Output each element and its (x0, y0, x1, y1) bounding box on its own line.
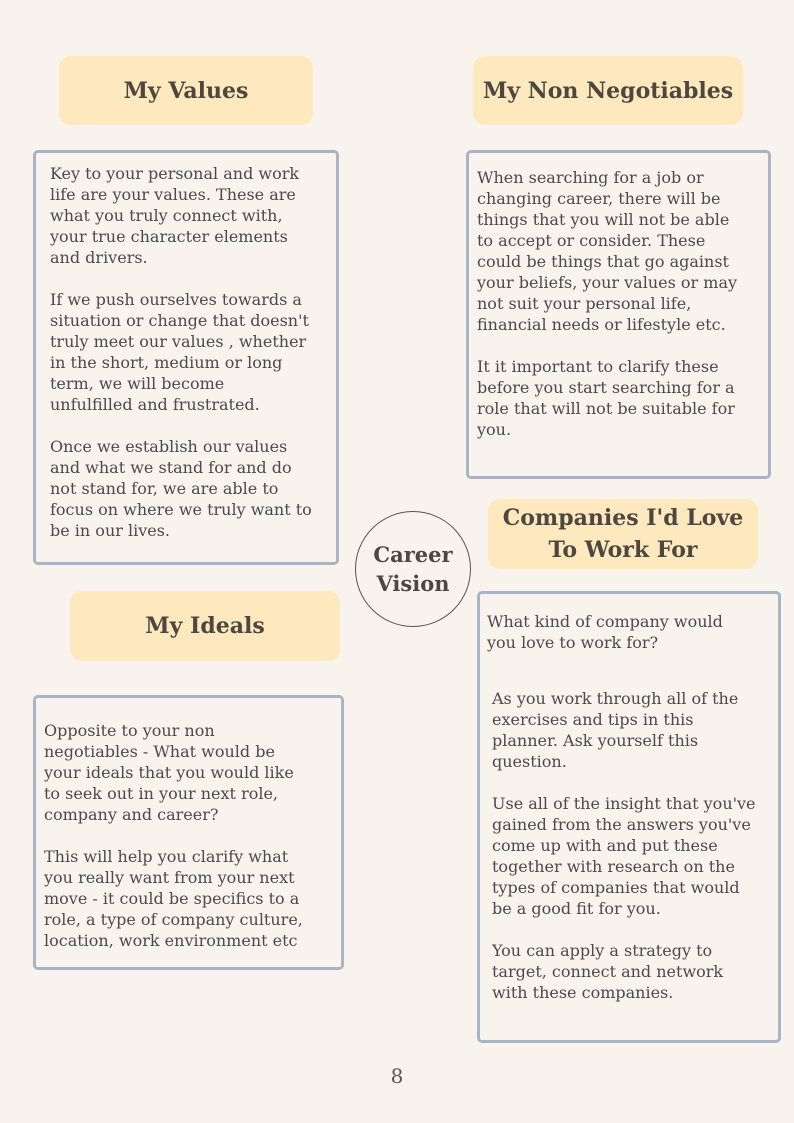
my-values-box (33, 150, 339, 565)
career-vision-circle (355, 511, 471, 627)
companies-paragraph-3: Use all of the insight that you've gained from the answers you've come up with and put these together with research on the types of companies that would be a good fit for you. (492, 794, 756, 918)
my-ideals-paragraph-2: This will help you clarify what you really want from your next move - it could be specifics to a role, a type of company culture, location, work environment etc (44, 847, 303, 950)
my-values-paragraph-1: Key to your personal and work life are your values. These are what you truly connect with, your true character elements and drivers. (50, 164, 300, 267)
my-ideals-heading (70, 591, 340, 661)
companies-paragraph-1: What kind of company would you love to work for? (487, 612, 723, 652)
career-vision-label: Career Vision (373, 542, 453, 596)
my-non-negotiables-heading-text: My Non Negotiables (482, 77, 734, 104)
my-ideals-box (33, 695, 344, 970)
my-values-heading-text: My Values (123, 77, 249, 104)
companies-paragraph-4: You can apply a strategy to target, connect and network with these companies. (492, 941, 724, 1002)
page-number: 8 (390, 1064, 404, 1088)
my-values-paragraph-3: Once we establish our values and what we stand for and do not stand for, we are able to focus on where we truly want to be in our lives. (50, 437, 312, 540)
my-values-paragraph-2: If we push ourselves towards a situation or change that doesn't truly meet our values , whether in the short, medium or long term, we will become unfulfilled and frustrated. (50, 290, 309, 414)
my-non-negotiables-heading (473, 56, 743, 125)
my-ideals-heading-text: My Ideals (145, 613, 265, 639)
my-values-heading (59, 56, 313, 125)
companies-box (477, 591, 781, 1043)
my-ideals-paragraph-1: Opposite to your non negotiables - What would be your ideals that you would like to seek out in your next role, company and career? (44, 721, 294, 824)
my-non-negotiables-box (466, 150, 771, 479)
companies-paragraph-2: As you work through all of the exercises and tips in this planner. Ask yourself this question. (492, 689, 739, 771)
my-non-negotiables-paragraph-2: It it important to clarify these before you start searching for a role that will not be suitable for you. (477, 357, 735, 439)
companies-heading (488, 499, 758, 569)
companies-heading-text: Companies I'd Love To Work For (502, 505, 744, 563)
my-non-negotiables-paragraph-1: When searching for a job or changing career, there will be things that you will not be able to accept or consider. These could be things that go against your beliefs, your values or may not suit your personal life, financial needs or lifestyle etc. (477, 168, 738, 334)
